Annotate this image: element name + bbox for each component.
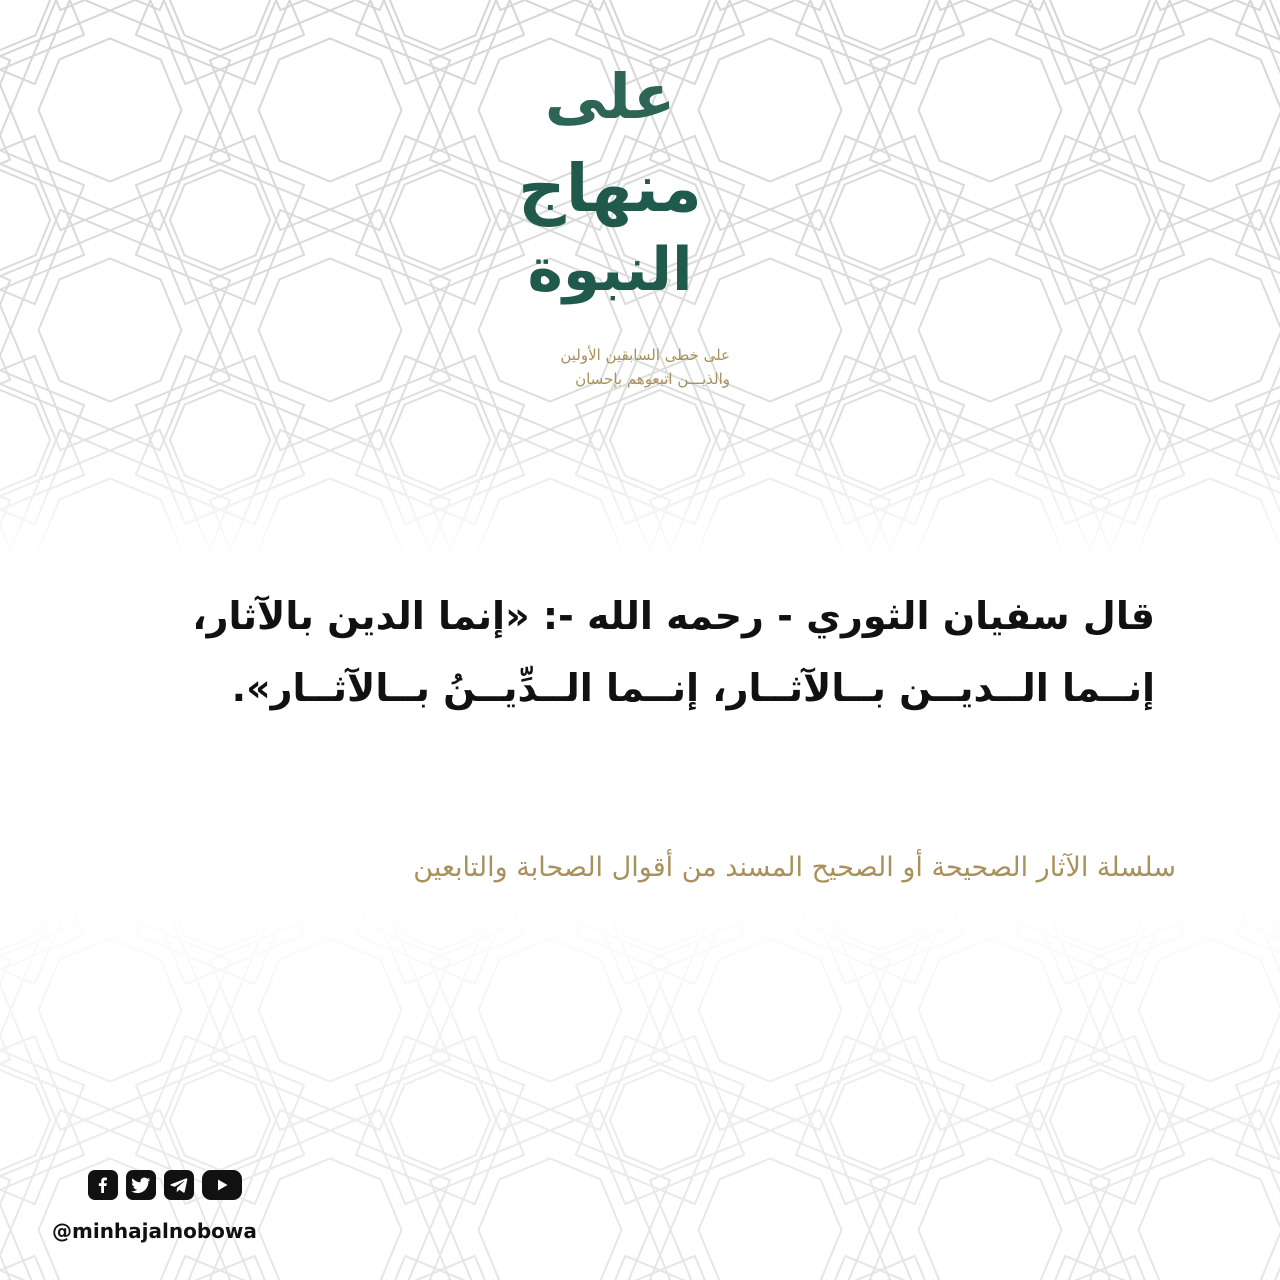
social-icons	[88, 1168, 242, 1202]
quote-block	[120, 580, 1155, 724]
logo-word-minhaj: منهاج	[518, 150, 702, 227]
logo-tagline-1: على خطى السابقين الأولين	[560, 346, 730, 364]
telegram-icon[interactable]	[164, 1170, 194, 1200]
series-title: سلسلة الآثار الصحيحة أو الصحيح المسند من أقوال الصحابة والتابعين	[413, 852, 1176, 883]
youtube-icon[interactable]	[202, 1170, 242, 1200]
twitter-icon[interactable]	[126, 1170, 156, 1200]
social-handle: @minhajalnobowa	[52, 1219, 257, 1243]
facebook-icon[interactable]	[88, 1170, 118, 1200]
logo-word-ala: على	[544, 60, 676, 133]
brand-logo	[470, 30, 750, 400]
logo-tagline-2: والذيـــن اتبعوهم بإحسان	[575, 370, 730, 388]
logo-word-nubuwwa: النبوة	[527, 235, 693, 305]
quote-line-1: قال سفيان الثوري - رحمه الله -: «إنما الدين بالآثار،	[192, 594, 1155, 638]
quote-line-2: إنــما الــديــن بــالآثــار، إنــما الــدِّيــنُ بــالآثــار».	[231, 666, 1155, 710]
